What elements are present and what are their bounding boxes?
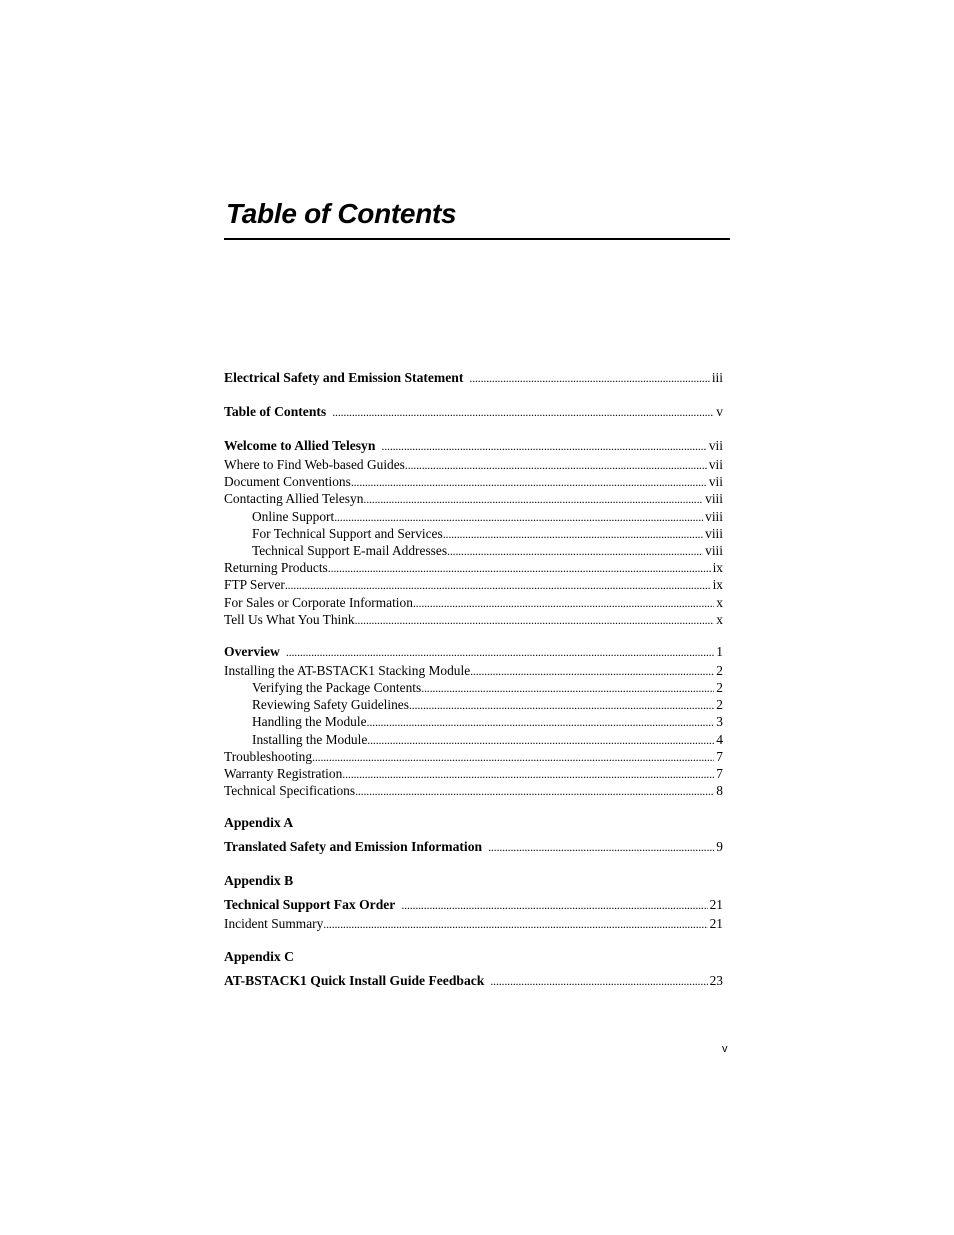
dot-leader: [332, 402, 714, 422]
toc-entry-page: 2: [716, 662, 723, 678]
toc-entry-title: Online Support: [252, 508, 335, 524]
toc-entry-page: ix: [712, 560, 723, 576]
toc-entry-page: x: [716, 611, 723, 627]
dot-leader: [443, 526, 703, 543]
toc-entry-title: Overview: [224, 643, 280, 659]
toc-entry-title: Installing the AT-BSTACK1 Stacking Module: [224, 662, 471, 678]
toc-entry-title: Translated Safety and Emission Information: [224, 839, 483, 855]
toc-entry-title: Welcome to Allied Telesyn: [224, 438, 376, 453]
toc-entry-title: Installing the Module: [252, 731, 368, 747]
toc-entry[interactable]: [224, 436, 723, 456]
toc-entry-page: x: [716, 594, 723, 610]
toc-entry-page: vii: [708, 438, 723, 453]
toc-entry-title: FTP Server: [224, 577, 285, 593]
toc-entry-page: 21: [709, 897, 723, 913]
toc-entry-page: iii: [711, 370, 723, 385]
toc-spacer: [224, 422, 723, 436]
toc-entry-title: Technical Specifications: [224, 783, 356, 799]
toc-entry-page: 3: [716, 714, 723, 730]
toc-entry-page: 9: [716, 839, 723, 855]
toc-entry-page: vii: [708, 474, 723, 490]
toc-entry-title: For Sales or Corporate Information: [224, 594, 413, 610]
toc-spacer: [224, 388, 723, 402]
toc-entry-page: ix: [712, 577, 723, 593]
dot-leader: [490, 971, 707, 991]
toc-entry[interactable]: [224, 696, 723, 713]
toc-entry-title: Contacting Allied Telesyn: [224, 491, 364, 507]
toc-entry-title: Where to Find Web-based Guides: [224, 457, 405, 472]
toc-spacer: [224, 628, 723, 642]
toc-entry-title: Appendix A: [224, 815, 294, 831]
toc-entry[interactable]: [224, 971, 723, 991]
toc-entry-page: vii: [708, 457, 723, 472]
toc-entry[interactable]: [224, 837, 723, 857]
toc-spacer: [224, 933, 723, 947]
toc-entry[interactable]: [224, 915, 723, 932]
toc-entry-page: 1: [716, 643, 723, 659]
toc-entry-page: 23: [709, 972, 723, 988]
toc-spacer: [224, 799, 723, 813]
table-of-contents: [224, 368, 723, 991]
dot-leader: [381, 436, 706, 456]
toc-entry-page: 7: [716, 766, 723, 781]
toc-entry[interactable]: [224, 490, 723, 507]
toc-entry-title: Verifying the Package Contents: [252, 680, 422, 696]
toc-entry-page: viii: [705, 542, 723, 558]
toc-entry-title: Reviewing Safety Guidelines: [252, 697, 409, 713]
toc-entry[interactable]: [224, 402, 723, 422]
toc-entry[interactable]: [224, 508, 723, 525]
title-rule: [224, 238, 730, 240]
toc-entry-title: Technical Support Fax Order: [224, 897, 396, 913]
dot-leader: [367, 732, 714, 749]
toc-entry-page: viii: [705, 491, 723, 507]
toc-entry-page: viii: [705, 508, 723, 524]
toc-entry[interactable]: [224, 559, 723, 576]
dot-leader: [447, 543, 703, 560]
toc-entry-page: 7: [716, 748, 723, 764]
toc-entry[interactable]: [224, 748, 723, 765]
dot-leader: [355, 783, 714, 800]
toc-entry-page: 2: [716, 697, 723, 713]
toc-entry-title: Electrical Safety and Emission Statement: [224, 370, 464, 385]
toc-entry-title: For Technical Support and Services: [252, 525, 443, 541]
toc-appendix-heading: [224, 813, 723, 833]
dot-leader: [470, 663, 714, 680]
dot-leader: [367, 714, 715, 731]
toc-entry-title: Handling the Module: [252, 714, 367, 730]
toc-entry-title: Document Conventions: [224, 474, 351, 490]
toc-entry[interactable]: [224, 542, 723, 559]
toc-entry[interactable]: [224, 525, 723, 542]
toc-entry[interactable]: [224, 576, 723, 593]
dot-leader: [334, 509, 703, 526]
toc-entry[interactable]: [224, 782, 723, 799]
toc-entry[interactable]: [224, 662, 723, 679]
toc-entry[interactable]: [224, 765, 723, 782]
dot-leader: [323, 916, 707, 933]
toc-spacer: [224, 857, 723, 871]
dot-leader: [413, 595, 714, 612]
dot-leader: [355, 612, 715, 629]
dot-leader: [409, 697, 714, 714]
toc-appendix-heading: [224, 871, 723, 891]
toc-entry[interactable]: [224, 679, 723, 696]
dot-leader: [488, 837, 714, 857]
dot-leader: [401, 895, 707, 915]
toc-entry-title: Troubleshooting: [224, 748, 313, 764]
toc-entry-title: Appendix C: [224, 948, 294, 964]
dot-leader: [469, 368, 709, 388]
toc-entry-title: AT-BSTACK1 Quick Install Guide Feedback: [224, 972, 485, 988]
toc-entry[interactable]: [224, 611, 723, 628]
toc-entry-title: Appendix B: [224, 873, 294, 889]
dot-leader: [285, 577, 711, 594]
toc-entry-page: viii: [705, 525, 723, 541]
dot-leader: [328, 560, 711, 577]
toc-entry-title: Incident Summary: [224, 916, 324, 932]
toc-entry-page: 21: [709, 916, 723, 932]
toc-entry[interactable]: [224, 368, 723, 388]
toc-entry-page: v: [716, 404, 723, 419]
dot-leader: [351, 474, 707, 491]
dot-leader: [286, 642, 714, 662]
toc-entry[interactable]: [224, 642, 723, 662]
dot-leader: [405, 457, 707, 474]
toc-entry[interactable]: [224, 473, 723, 490]
toc-entry-title: Table of Contents: [224, 404, 327, 419]
toc-entry-title: Warranty Registration: [224, 766, 343, 781]
toc-entry[interactable]: [224, 456, 723, 473]
dot-leader: [342, 766, 714, 783]
toc-entry[interactable]: [224, 594, 723, 611]
toc-appendix-heading: [224, 947, 723, 967]
toc-entry-title: Returning Products: [224, 560, 328, 576]
dot-leader: [421, 680, 714, 697]
toc-entry-title: Technical Support E-mail Addresses: [252, 542, 448, 558]
toc-entry[interactable]: [224, 895, 723, 915]
toc-entry[interactable]: [224, 731, 723, 748]
page-title: Table of Contents: [226, 198, 457, 229]
toc-entry[interactable]: [224, 713, 723, 730]
dot-leader: [312, 749, 714, 766]
toc-entry-page: 2: [716, 680, 723, 696]
toc-entry-title: Tell Us What You Think: [224, 611, 355, 627]
toc-entry-page: 4: [716, 731, 723, 747]
toc-entry-page: 8: [716, 783, 723, 799]
page-number: v: [722, 1043, 728, 1055]
dot-leader: [363, 491, 703, 508]
